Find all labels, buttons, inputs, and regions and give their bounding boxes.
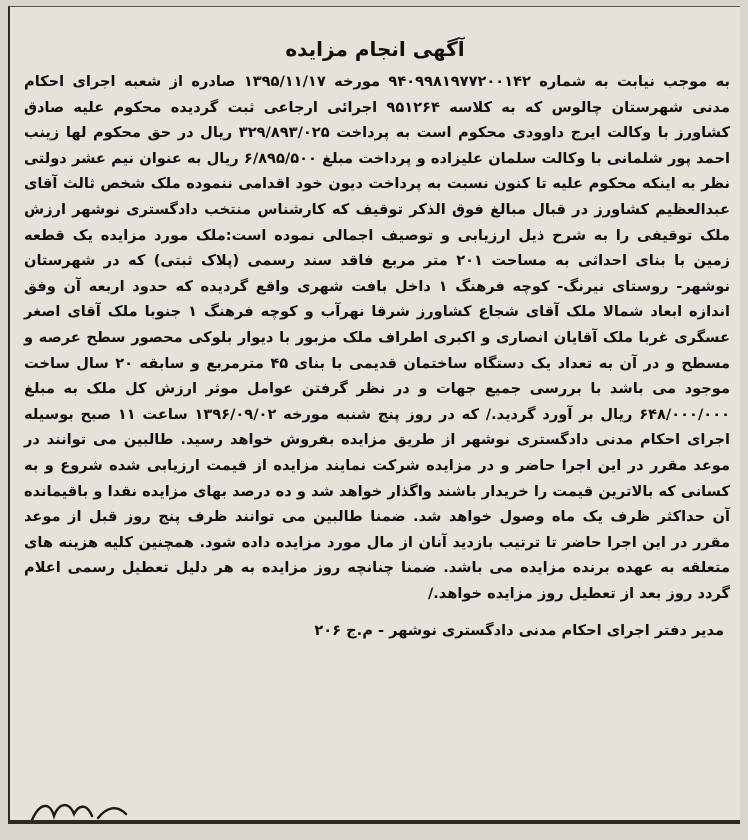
notice-signature: مدیر دفتر اجرای احکام مدنی دادگستری نوشهر - م.ج ۲۰۶: [314, 622, 724, 640]
notice-title: آگهی انجام مزایده: [285, 37, 465, 61]
notice-body: به موجب نیابت به شماره ۹۴۰۹۹۸۱۹۷۷۲۰۰۱۴۲ مورخه ۱۳۹۵/۱۱/۱۷ صادره از شعبه اجرای احکام مدنی شهرستان چالوس که به کلاسه ۹۵۱۲۶۴ اجرائی ارجاعی ثبت گردیده محکوم علیه صادق کشاورز با وکالت ایرج داوودی محکوم است به پرداخت ۳۲۹/۸۹۳/۰۲۵ ریال در حق محکوم لها زینب احمد پور شلمانی با وکالت سلمان علیزاده و پرداخت مبلغ ۶/۸۹۵/۵۰۰ ریال به عنوان نیم عشر دولتی نظر به اینکه محکوم علیه تا کنون نسبت به پرداخت دیون خود اقدامی ننموده ملک شخص ثالث آقای عبدالعظیم کشاورز در قبال مبالغ فوق الذکر توقیف که کارشناس منتخب دادگستری نوشهر ارزش ملک توقیفی را به شرح ذیل ارزیابی و توصیف اجمالی نموده است:ملک مورد مزایده یک قطعه زمین با بنای احداثی به مساحت ۲۰۱ متر مربع فاقد سند رسمی (پلاک ثبتی) که در شهرستان نوشهر- روستای نیرنگ- کوچه فرهنگ ۱ داخل بافت شهری واقع گردیده که حدود اربعه آن وفق اندازه ابعاد شمالا ملک آقای شجاع کشاورز شرقا نهرآب و کوچه فرهنگ ۱ جنوبا ملک آقای اصغر عسگری غربا ملک آقایان انصاری و اکبری اطراف ملک مزبور با دیوار بلوکی محصور سطح عرصه و مسطح و در آن به تعداد یک دستگاه ساختمان قدیمی با بنای ۴۵ مترمربع و سابقه ۲۰ سال ساخت موجود می باشد با بررسی جمیع جهات و در نظر گرفتن عوامل موثر ارزش کل ملک به مبلغ ۶۴۸/۰۰۰/۰۰۰ ریال بر آورد گردید./ که در روز پنج شنبه مورخه ۱۳۹۶/۰۹/۰۲ ساعت ۱۱ صبح بوسیله اجرای احکام مدنی دادگستری نوشهر از طریق مزایده بفروش خواهد رسید. طالبین می توانند در موعد مقرر در این اجرا حاضر و در مزایده شرکت نمایند مزایده از قیمت ارزیابی شده شروع و به کسانی که بالاترین قیمت را خریدار باشند واگذار خواهد شد و ده درصد بهای مزایده نقدا و باقیمانده آن حداکثر ظرف یک ماه وصول خواهد شد. ضمنا طالبین می توانند ظرف پنج روز قبل از موعد مقرر در این اجرا حاضر تا ترتیب بازدید آنان از مال مورد مزایده داده شود. همچنین کلیه هزینه های متعلقه به عهده برنده مزایده می باشد. ضمنا چنانچه روز مزایده به هر دلیل تعطیل رسمی اعلام گردد روز بعد از تعطیل روز مزایده خواهد./: [24, 73, 731, 602]
newspaper-clipping: [8, 6, 740, 824]
bottom-border: [10, 820, 740, 824]
